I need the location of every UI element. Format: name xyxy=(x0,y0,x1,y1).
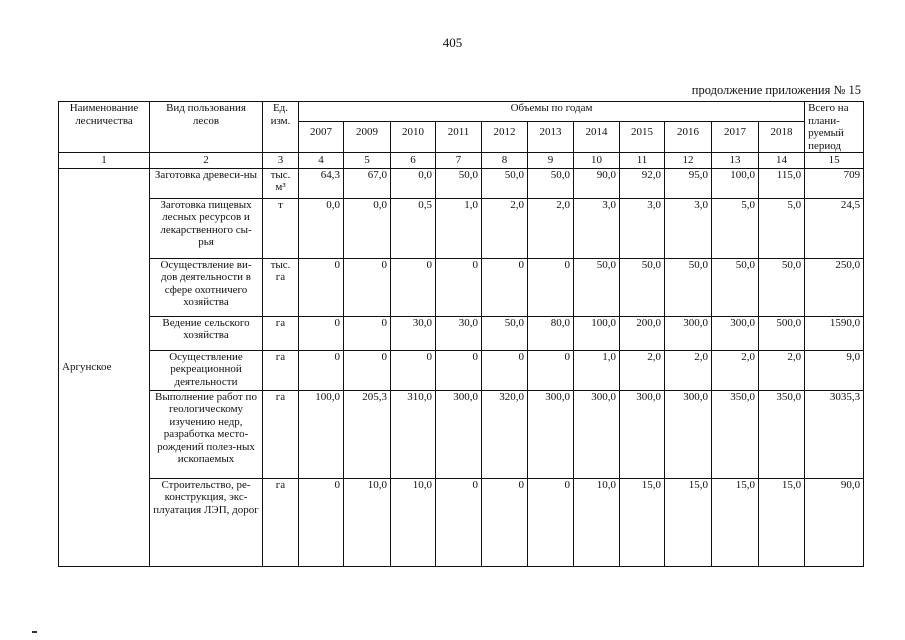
value-cell: 0 xyxy=(528,350,574,390)
use-type: Осуществление ви-дов деятельности в сфере охотничего хозяйства xyxy=(150,258,263,316)
forest-use-table xyxy=(58,101,864,567)
margin-mark xyxy=(32,631,37,633)
value-cell: 10,0 xyxy=(574,478,620,566)
value-cell: 0 xyxy=(528,258,574,316)
header-unit: Ед. изм. xyxy=(263,102,299,153)
year-header: 2009 xyxy=(344,121,391,152)
year-header: 2014 xyxy=(574,121,620,152)
value-cell: 1,0 xyxy=(574,350,620,390)
value-cell: 300,0 xyxy=(436,390,482,478)
value-cell: 15,0 xyxy=(712,478,759,566)
total-cell: 1590,0 xyxy=(805,316,864,350)
year-header: 2011 xyxy=(436,121,482,152)
year-header: 2010 xyxy=(391,121,436,152)
value-cell: 3,0 xyxy=(574,198,620,258)
table-row xyxy=(59,316,864,350)
use-type: Заготовка древеси-ны xyxy=(150,168,263,198)
value-cell: 0 xyxy=(391,258,436,316)
use-type: Заготовка пищевых лесных ресурсов и лекарственного сы-рья xyxy=(150,198,263,258)
value-cell: 0 xyxy=(344,258,391,316)
total-cell: 709 xyxy=(805,168,864,198)
column-number: 1 xyxy=(59,153,150,169)
value-cell: 0 xyxy=(299,258,344,316)
value-cell: 2,0 xyxy=(620,350,665,390)
header-row xyxy=(59,102,864,122)
value-cell: 50,0 xyxy=(436,168,482,198)
value-cell: 0 xyxy=(391,350,436,390)
value-cell: 350,0 xyxy=(712,390,759,478)
value-cell: 0 xyxy=(436,350,482,390)
value-cell: 50,0 xyxy=(482,316,528,350)
value-cell: 2,0 xyxy=(665,350,712,390)
table-row xyxy=(59,168,864,198)
value-cell: 0,0 xyxy=(344,198,391,258)
column-number: 12 xyxy=(665,153,712,169)
unit: тыс. м³ xyxy=(263,168,299,198)
table-row xyxy=(59,350,864,390)
use-type: Строительство, ре-конструкция, экс-плуатация ЛЭП, дорог xyxy=(150,478,263,566)
value-cell: 0 xyxy=(482,350,528,390)
column-number: 6 xyxy=(391,153,436,169)
year-header: 2007 xyxy=(299,121,344,152)
column-number: 7 xyxy=(436,153,482,169)
value-cell: 0 xyxy=(299,350,344,390)
value-cell: 95,0 xyxy=(665,168,712,198)
value-cell: 90,0 xyxy=(574,168,620,198)
column-number: 4 xyxy=(299,153,344,169)
use-type: Выполнение работ по геологическому изучению недр, разработка место-рождений полез-ных ископаемых xyxy=(150,390,263,478)
value-cell: 64,3 xyxy=(299,168,344,198)
total-cell: 24,5 xyxy=(805,198,864,258)
value-cell: 0 xyxy=(436,478,482,566)
column-number: 5 xyxy=(344,153,391,169)
value-cell: 100,0 xyxy=(712,168,759,198)
value-cell: 2,0 xyxy=(759,350,805,390)
value-cell: 320,0 xyxy=(482,390,528,478)
header-volumes: Объемы по годам xyxy=(299,102,805,122)
value-cell: 30,0 xyxy=(436,316,482,350)
column-number: 14 xyxy=(759,153,805,169)
value-cell: 300,0 xyxy=(574,390,620,478)
value-cell: 15,0 xyxy=(665,478,712,566)
unit: т xyxy=(263,198,299,258)
value-cell: 5,0 xyxy=(712,198,759,258)
value-cell: 50,0 xyxy=(712,258,759,316)
value-cell: 10,0 xyxy=(391,478,436,566)
column-number: 9 xyxy=(528,153,574,169)
value-cell: 0 xyxy=(482,478,528,566)
value-cell: 500,0 xyxy=(759,316,805,350)
column-number: 3 xyxy=(263,153,299,169)
value-cell: 0 xyxy=(344,316,391,350)
value-cell: 50,0 xyxy=(528,168,574,198)
value-cell: 2,0 xyxy=(712,350,759,390)
value-cell: 100,0 xyxy=(574,316,620,350)
table-row xyxy=(59,258,864,316)
unit: га xyxy=(263,390,299,478)
value-cell: 3,0 xyxy=(620,198,665,258)
value-cell: 50,0 xyxy=(665,258,712,316)
value-cell: 310,0 xyxy=(391,390,436,478)
value-cell: 3,0 xyxy=(665,198,712,258)
value-cell: 10,0 xyxy=(344,478,391,566)
column-number: 10 xyxy=(574,153,620,169)
value-cell: 0 xyxy=(436,258,482,316)
use-type: Осуществление рекреационной деятельности xyxy=(150,350,263,390)
value-cell: 2,0 xyxy=(482,198,528,258)
value-cell: 0 xyxy=(482,258,528,316)
value-cell: 5,0 xyxy=(759,198,805,258)
use-type: Ведение сельского хозяйства xyxy=(150,316,263,350)
value-cell: 0 xyxy=(344,350,391,390)
header-total: Всего на плани-руемый период xyxy=(805,102,864,153)
year-header: 2018 xyxy=(759,121,805,152)
total-cell: 90,0 xyxy=(805,478,864,566)
column-numbers-row xyxy=(59,153,864,169)
total-cell: 9,0 xyxy=(805,350,864,390)
value-cell: 350,0 xyxy=(759,390,805,478)
value-cell: 15,0 xyxy=(620,478,665,566)
table-row xyxy=(59,390,864,478)
year-header: 2012 xyxy=(482,121,528,152)
column-number: 13 xyxy=(712,153,759,169)
value-cell: 0,0 xyxy=(299,198,344,258)
value-cell: 2,0 xyxy=(528,198,574,258)
table-row xyxy=(59,198,864,258)
column-number: 11 xyxy=(620,153,665,169)
column-number: 15 xyxy=(805,153,864,169)
value-cell: 15,0 xyxy=(759,478,805,566)
unit: га xyxy=(263,316,299,350)
value-cell: 50,0 xyxy=(620,258,665,316)
year-header: 2013 xyxy=(528,121,574,152)
value-cell: 200,0 xyxy=(620,316,665,350)
value-cell: 300,0 xyxy=(665,390,712,478)
year-header: 2015 xyxy=(620,121,665,152)
year-header: 2017 xyxy=(712,121,759,152)
forestry-name: Аргунское xyxy=(59,168,150,566)
value-cell: 50,0 xyxy=(574,258,620,316)
value-cell: 30,0 xyxy=(391,316,436,350)
value-cell: 0,5 xyxy=(391,198,436,258)
table-row xyxy=(59,478,864,566)
value-cell: 0 xyxy=(299,316,344,350)
unit: га xyxy=(263,478,299,566)
value-cell: 100,0 xyxy=(299,390,344,478)
value-cell: 67,0 xyxy=(344,168,391,198)
appendix-note: продолжение приложения № 15 xyxy=(691,83,861,97)
value-cell: 1,0 xyxy=(436,198,482,258)
value-cell: 0,0 xyxy=(391,168,436,198)
value-cell: 92,0 xyxy=(620,168,665,198)
year-header: 2016 xyxy=(665,121,712,152)
value-cell: 50,0 xyxy=(759,258,805,316)
value-cell: 300,0 xyxy=(712,316,759,350)
total-cell: 3035,3 xyxy=(805,390,864,478)
value-cell: 300,0 xyxy=(665,316,712,350)
unit: тыс. га xyxy=(263,258,299,316)
value-cell: 115,0 xyxy=(759,168,805,198)
value-cell: 300,0 xyxy=(528,390,574,478)
value-cell: 80,0 xyxy=(528,316,574,350)
column-number: 8 xyxy=(482,153,528,169)
value-cell: 50,0 xyxy=(482,168,528,198)
value-cell: 205,3 xyxy=(344,390,391,478)
value-cell: 0 xyxy=(528,478,574,566)
value-cell: 0 xyxy=(299,478,344,566)
header-forestry: Наименование лесничества xyxy=(59,102,150,153)
value-cell: 300,0 xyxy=(620,390,665,478)
unit: га xyxy=(263,350,299,390)
page-number: 405 xyxy=(442,35,463,50)
header-use-type: Вид пользования лесов xyxy=(150,102,263,153)
column-number: 2 xyxy=(150,153,263,169)
total-cell: 250,0 xyxy=(805,258,864,316)
